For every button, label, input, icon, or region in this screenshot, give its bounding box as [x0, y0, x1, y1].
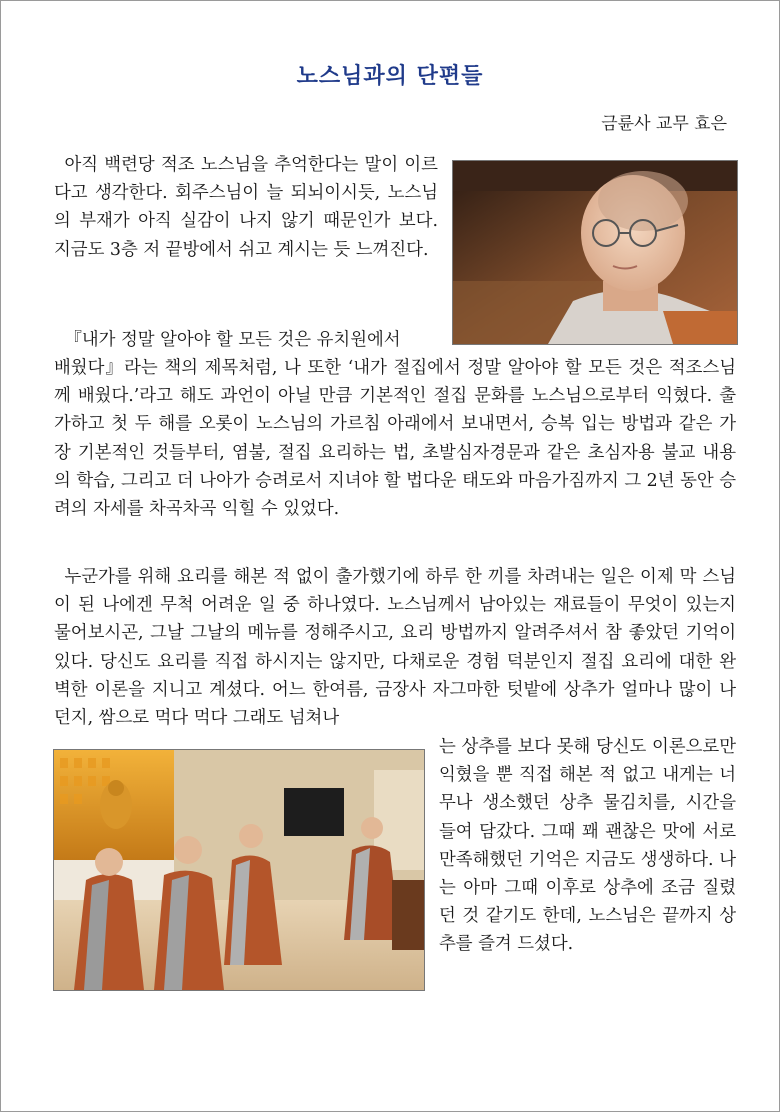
- paragraph-2-text: 배웠다』라는 책의 제목처럼, 나 또한 ‘내가 절집에서 정말 알아야 할 모든 것은 적조스님께 배웠다.’라고 해도 과언이 아닐 만큼 기본적인 절집 문화를 노스님으로부터 익혔다. 출가하고 첫 두 해를 오롯이 노스님의 가르침 아래에서 보내면서, 승복 입는 방법과 같은 가장 기본적인 것들부터, 염불, 절집 요리하는 법, 초발심자경문과 같은 초심자용 불교 내용의 학습, 그리고 더 나아가 승려로서 지녀야 할 법다운 태도와 마음가짐까지 그 2년 동안 승려의 자세를 차곡차곡 익힐 수 있었다.: [54, 358, 736, 520]
- paragraph-3-tail: [439, 733, 736, 959]
- paragraph-1-text: 아직 백련당 적조 노스님을 추억한다는 말이 이르다고 생각한다. 회주스님이 늘 되뇌이시듯, 노스님의 부재가 아직 실감이 나지 않기 때문인가 보다. 지금도 3층 저 끝방에서 쉬고 계시는 듯 느껴진다.: [54, 155, 438, 260]
- paragraph-2-start-text: 『내가 정말 알아야 할 모든 것은 유치원에서: [64, 330, 401, 350]
- article-title: 노스님과의 단편들: [296, 63, 484, 89]
- paragraph-2: [54, 354, 736, 523]
- author-line: 금륜사 교무 효은: [601, 114, 727, 134]
- portrait-photo: [452, 160, 738, 345]
- paragraph-2-start: [54, 326, 438, 354]
- group-photo: [53, 749, 425, 991]
- paragraph-3: [54, 563, 736, 732]
- paragraph-3-text: 누군가를 위해 요리를 해본 적 없이 출가했기에 하루 한 끼를 차려내는 일은 이제 막 스님이 된 나에겐 무척 어려운 일 중 하나였다. 노스님께서 남아있는 재료들이 무엇이 있는지 물어보시곤, 그날 그날의 메뉴를 정해주시고, 요리 방법까지 알려주셔서 참 좋았던 기억이 있다. 당신도 요리를 직접 하시지는 않지만, 다채로운 경험 덕분인지 절집 요리에 대한 완벽한 이론을 지니고 계셨다. 어느 한여름, 금장사 자그마한 텃밭에 상추가 얼마나 많이 나던지, 쌈으로 먹다 먹다 그래도 넘쳐나: [54, 567, 736, 729]
- paragraph-3-tail-text: 는 상추를 보다 못해 당신도 이론으로만 익혔을 뿐 직접 해본 적 없고 내게는 너무나 생소했던 상추 물김치를, 시간을 들여 담갔다. 그때 꽤 괜찮은 맛에 서로 만족해했던 기억은 지금도 생생하다. 나는 아마 그때 이후로 상추에 조금 질렸던 것 같기도 한데, 노스님은 끝까지 상추를 즐겨 드셨다.: [439, 737, 736, 955]
- paragraph-1: [54, 151, 438, 264]
